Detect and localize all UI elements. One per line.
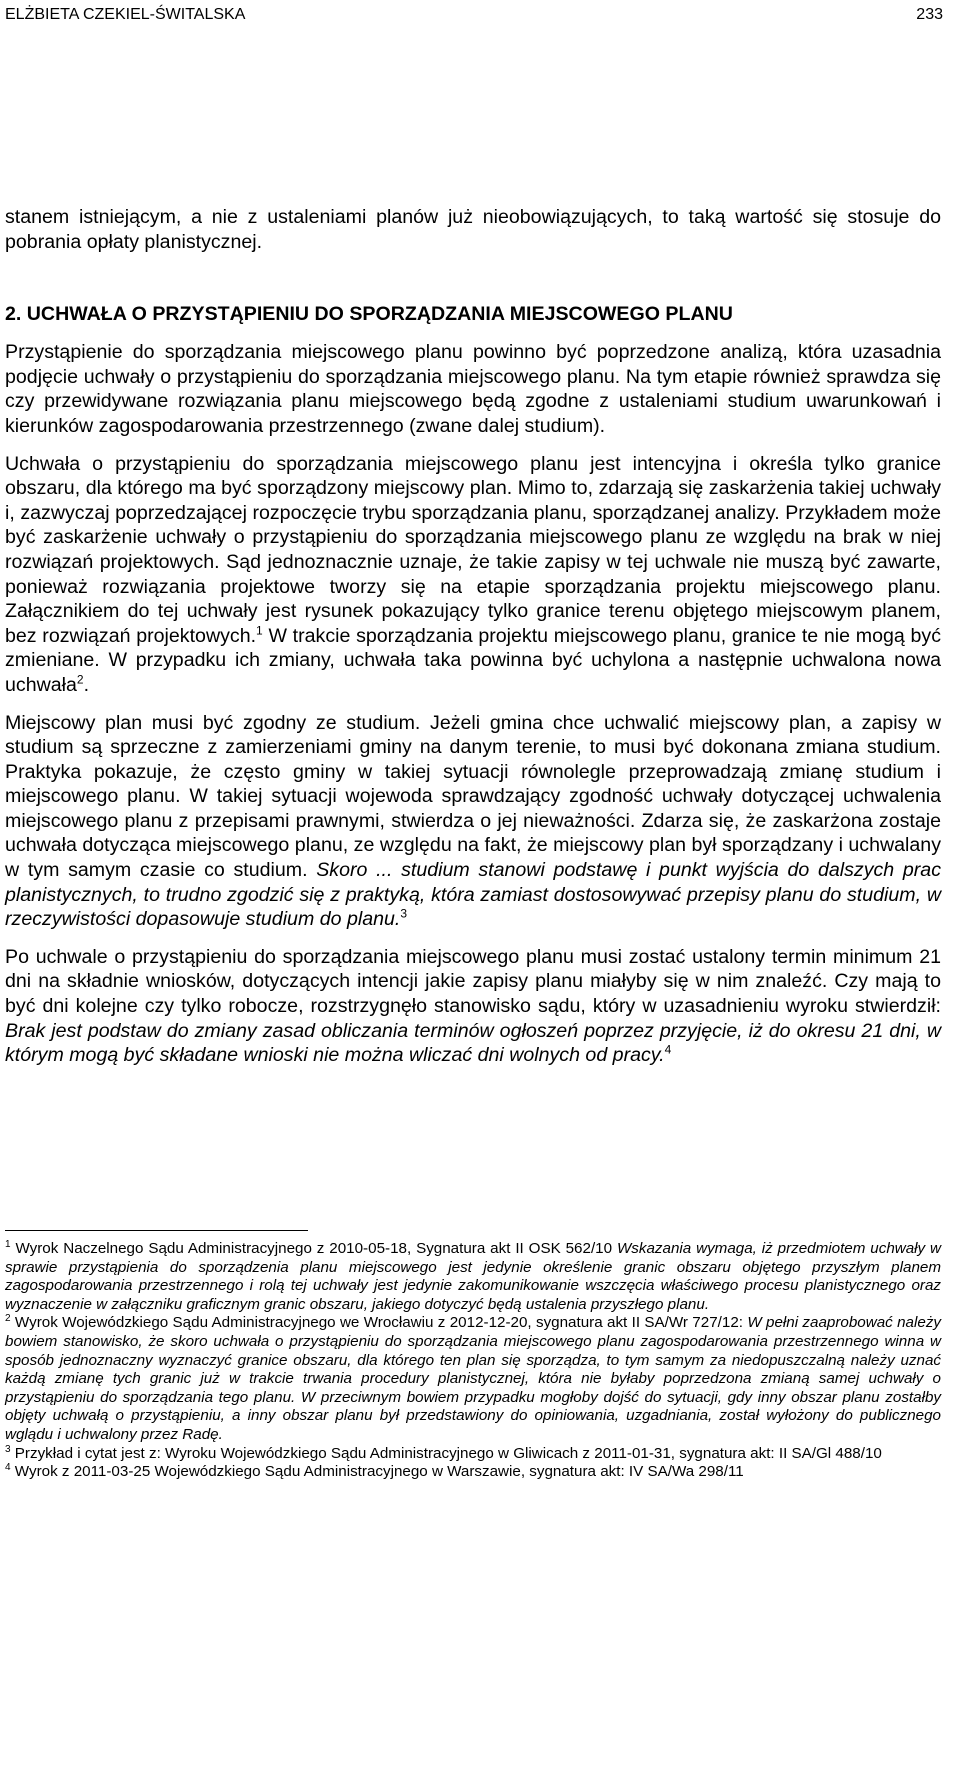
running-header bbox=[5, 0, 943, 30]
footnote-ref-3: 3 bbox=[400, 906, 408, 921]
footnote-2-text: Wyrok Wojewódzkiego Sądu Administracyjnego we Wrocławiu z 2012-12-20, sygnatura akt II SA/Wr 727/12: bbox=[10, 1314, 748, 1332]
paragraph-3 bbox=[5, 711, 941, 932]
footnote-ref-2: 2 bbox=[76, 672, 84, 687]
paragraph-3-text: Miejscowy plan musi być zgodny ze studium. Jeżeli gmina chce uchwalić miejscowy plan, a zapisy w studium są sprzeczne z zamierzeniami gminy na danym terenie, to musi być dokonana zmiana studium. Praktyka pokazuje, że często gminy w takiej sytuacji równolegle przeprowadzają zmianę studium i miejscowego planu. W takiej sytuacji wojewoda sprawdzający zgodność uchwały dotyczącej uchwalenia miejscowego planu z przepisami prawnymi, stwierdza o jej nieważności. Zdarza się, że zaskarżona zostaje uchwała dotycząca miejscowego planu, ze względu na fakt, że miejscowy plan był sporządzany i uchwalany w tym samym czasie co studium. bbox=[5, 711, 941, 882]
paragraph-1 bbox=[5, 340, 941, 438]
paragraph-4-quote: Brak jest podstaw do zmiany zasad obliczania terminów ogłoszeń poprzez przyjęcie, iż do okresu 21 dni, w którym mogą być składane wnioski nie można wliczać dni wolnych od pracy. bbox=[5, 1019, 941, 1067]
paragraph-2 bbox=[5, 452, 941, 698]
section-heading: 2. UCHWAŁA O PRZYSTĄPIENIU DO SPORZĄDZANIA MIEJSCOWEGO PLANU bbox=[5, 303, 733, 326]
footnote-1 bbox=[5, 1240, 941, 1314]
footnote-2 bbox=[5, 1314, 941, 1444]
paragraph-2-text-b: W trakcie sporządzania projektu miejscowego planu, granice te nie mogą być zmieniane. W przypadku ich zmiany, uchwała taka powinna być uchylona a następnie uchwalona nowa uchwała bbox=[5, 624, 941, 696]
footnotes bbox=[5, 1240, 941, 1482]
footnote-3-number: 3 bbox=[5, 1443, 11, 1455]
footnote-3 bbox=[5, 1445, 941, 1464]
paragraph-1-text: Przystąpienie do sporządzania miejscowego planu powinno być poprzedzone analizą, która uzasadnia podjęcie uchwały o przystąpieniu do sporządzania miejscowego planu. Na tym etapie również sprawdza się czy przewidywane rozwiązania planu miejscowego będą zgodne z ustaleniami studium uwarunkowań i kierunków zagospodarowania przestrzennego (zwane dalej studium). bbox=[5, 341, 941, 437]
main-text bbox=[5, 205, 941, 1068]
footnote-2-number: 2 bbox=[5, 1313, 11, 1325]
footnote-ref-4: 4 bbox=[664, 1042, 672, 1057]
footnote-4 bbox=[5, 1463, 941, 1482]
footnote-1-text: Wyrok Naczelnego Sądu Administracyjnego z 2010-05-18, Sygnatura akt II OSK 562/10 bbox=[10, 1240, 617, 1257]
paragraph-2-text-a: Uchwała o przystąpieniu do sporządzania miejscowego planu jest intencyjna i określa tylko granice obszaru, dla którego ma być sporządzony miejscowy plan. Mimo to, zdarzają się zaskarżenia takiej uchwały i, zazwyczaj poprzedzającej rozpoczęcie trybu sporządzania planu, sporządzanej analizy. Przykładem może być zaskarżenie uchwały o przystąpieniu do sporządzania miejscowego planu ze względu na brak w niej rozwiązań projektowych. Sąd jednoznacznie uznaje, że takie zapisy w tej uchwale nie muszą być zawarte, ponieważ rozwiązania projektowe tworzy się na etapie sporządzania projektu miejscowego planu. Załącznikiem do tej uchwały jest rysunek pokazujący tylko granice terenu objętego miejscowym planem, bez rozwiązań projektowych. bbox=[5, 452, 941, 647]
paragraph-2-text-c: . bbox=[83, 673, 90, 696]
footnote-4-number: 4 bbox=[5, 1462, 11, 1474]
page-number: 233 bbox=[916, 6, 943, 23]
footnote-divider bbox=[5, 1230, 308, 1231]
footnote-3-text: Przykład i cytat jest z: Wyroku Wojewódzkiego Sądu Administracyjnego w Gliwicach z 2011-01-31, sygnatura akt: II SA/Gl 488/10 bbox=[10, 1444, 882, 1462]
paragraph-3-quote: Skoro ... studium stanowi podstawę i punkt wyjścia do dalszych prac planistycznych, to trudno zgodzić się z praktyką, która zamiast dostosowywać przepisy planu do studium, w rzeczywistości dopasowuje studium do planu. bbox=[5, 859, 941, 931]
intro-paragraph: stanem istniejącym, a nie z ustaleniami planów już nieobowiązujących, to taką wartość się stosuje do pobrania opłaty planistycznej. bbox=[5, 206, 941, 253]
footnote-4-text: Wyrok z 2011-03-25 Wojewódzkiego Sądu Administracyjnego w Warszawie, sygnatura akt: IV SA/Wa 298/11 bbox=[10, 1463, 744, 1481]
footnote-ref-1: 1 bbox=[256, 623, 263, 638]
header-author: ELŻBIETA CZEKIEL-ŚWITALSKA bbox=[5, 6, 246, 23]
footnote-1-quote: Wskazania wymaga, iż przedmiotem uchwały w sprawie przystąpienia do sporządzenia planu miejscowego jest jedynie określenie granic obszaru objętego przyszłym planem zagospodarowania przestrzennego i rolą tej uchwały jest jedynie zakomunikowanie wszczęcia właściwego procesu planistycznego oraz wyznaczenie w załączniku graficznym granic obszaru, jakiego dotyczyć będą ustalenia przyszłego planu. bbox=[5, 1240, 942, 1313]
paragraph-4 bbox=[5, 945, 941, 1068]
paragraph-4-text: Po uchwale o przystąpieniu do sporządzania miejscowego planu musi zostać ustalony termin minimum 21 dni na składnie wniosków, dotyczących intencji jakie zapisy planu miałyby się w nim znaleźć. Czy mają to być dni kolejne czy tylko robocze, rozstrzygnęło stanowisko sądu, który w uzasadnieniu wyroku stwierdził: bbox=[5, 945, 941, 1018]
footnote-2-quote: W pełni zaaprobować należy bowiem stanowisko, że skoro uchwała o przystąpieniu do sporządzania miejscowego planu zagospodarowania przestrzennego winna w sposób jednoznaczny wyznaczyć granice obszaru, dla którego ten plan się sporządza, to tym samym za niedopuszczalną należy uznać każdą zmianę tych granic już w trakcie trwania procedury planistycznej, która nie byłaby poprzedzona zmianą samej uchwały o przystąpieniu do sporządzania tego planu. W przeciwnym bowiem przypadku mogłoby dojść do sytuacji, gdy inny obszar planu zostałby objęty uchwałą o przystąpieniu, a inny obszar planu był przedstawiony do opiniowania, uzgadniania, został wyłożony do publicznego wglądu i uchwalony przez Radę. bbox=[5, 1314, 942, 1443]
footnote-1-number: 1 bbox=[5, 1238, 11, 1250]
